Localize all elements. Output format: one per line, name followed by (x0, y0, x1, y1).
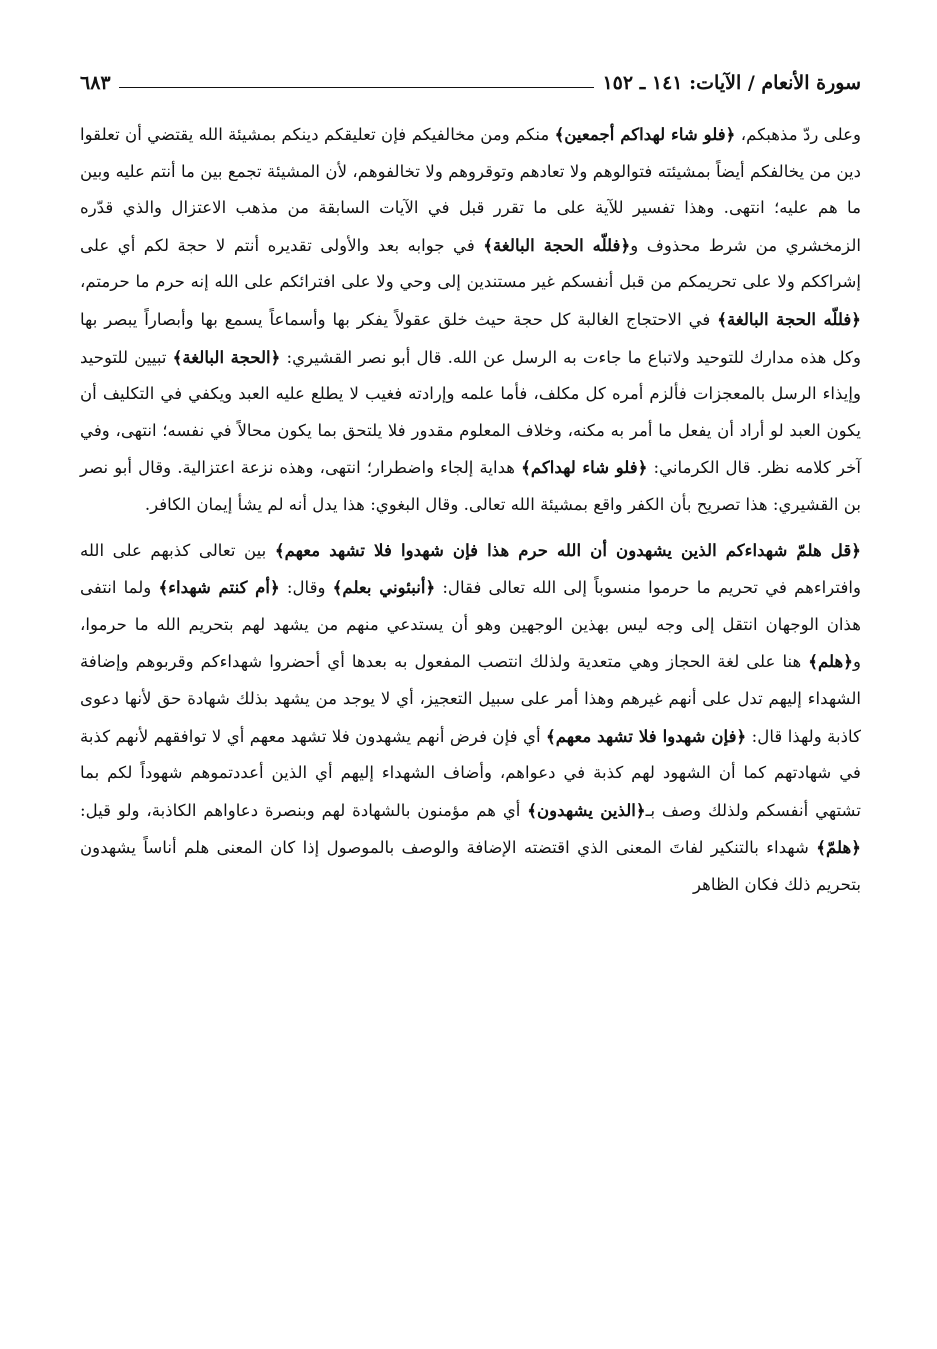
chapter-title: سورة الأنعام / الآيات: ١٤١ ـ ١٥٢ (602, 72, 861, 94)
quranic-quote: ﴿فللّه الحجة البالغة﴾ (717, 308, 861, 329)
text-run: وقال: (279, 578, 333, 598)
text-run: منكم ومن مخالفيكم فإن تعليقكم دينكم بمشيئة الله يقتضي أن تعلقوا دين من يخالفكم أيضاً بمشيئته فتوالوهم ولا تعادهم وتوقروهم ولا تخالفوهم، لأن المشيئة تجمع بين ما أنتم عليه وبين ما هم عليه؛ انتهى. وهذا تفسير للآية على ما تقرر قبل في الآيات السابقة من مذهب الاعتزال والذي قدّره الزمخشري من شرط محذوف و (80, 125, 861, 255)
quranic-quote: ﴿الحجة البالغة﴾ (172, 346, 281, 367)
quranic-quote: ﴿هلمّ﴾ (816, 837, 861, 858)
quranic-quote: ﴿فلو شاء لهداكم أجمعين﴾ (554, 124, 736, 144)
book-page (80, 60, 861, 903)
text-run: ولما انتفى هذان الوجهان انتقل إلى وجه ليس بهذين الوجهين وهو أن يستدعي منهم من يشهد لهم بتحريم الله ما حرموا، و (80, 578, 861, 672)
quranic-quote: ﴿أنبئوني بعلم﴾ (332, 577, 436, 598)
text-run: هنا على لغة الحجاز وهي متعدية ولذلك انتصب المفعول به بعدها أي أحضروا شهداءكم وقربوهم وإضافة الشهداء إليهم تدل على أنهم غيرهم وهذا أمر على سبيل التعجيز، أي لا يوجد من يشهد بذلك شهادة حق لأنها دعوى كاذبة ولهذا قال: (80, 652, 862, 746)
body-text (80, 116, 861, 903)
header-rule (119, 87, 595, 88)
quranic-quote: ﴿فللّه الحجة البالغة﴾ (483, 234, 631, 255)
quranic-quote: ﴿فإن شهدوا فلا تشهد معهم﴾ (545, 725, 747, 746)
text-run: هداية إلجاء واضطرار؛ انتهى، وهذه نزعة اعتزالية. وقال أبو نصر بن القشيري: هذا تصريح بأن الكفر واقع بمشيئة الله تعالى. وقال البغوي: هذا يدل أنه لم يشأ إيمان الكافر. (80, 458, 861, 514)
text-run: أي فإن فرض أنهم يشهدون فلا تشهد معهم أي لا توافقهم لأنهم كذبة في شهادتهم كما أن الشهود لهم كذبة في دعواهم، وأضاف الشهداء إليهم أي الذين أعددتموهم شهوداً لكم بما تشتهي أنفسكم ولذلك وصف بـ (80, 726, 861, 820)
quranic-quote: ﴿هلم﴾ (808, 651, 853, 672)
text-run: بين تعالى كذبهم على الله وافتراءهم في تحريم ما حرموا منسوباً إلى الله تعالى فقال: (80, 540, 861, 598)
quranic-quote: ﴿الذين يشهدون﴾ (527, 799, 646, 820)
page-number: ٦٨٣ (80, 72, 111, 94)
text-run: في جوابه بعد والأولى تقديره أنتم لا حجة لكم أي على إشراككم ولا على تحريمكم من قبل أنفسكم غير مستندين إلى وحي ولا على افترائكم على الله إنه حرم ما حرمتم، (80, 235, 861, 292)
paragraph (80, 532, 861, 904)
text-run: وعلى ردّ مذهبكم، (735, 125, 861, 144)
quranic-quote: ﴿أم كنتم شهداء﴾ (158, 577, 280, 598)
running-header (80, 60, 861, 94)
text-run: شهداء بالتنكير لفاتَ المعنى الذي اقتضته الإضافة والوصف بالموصول إذا كان المعنى هلم أناساً يشهدون بتحريم ذلك فكان الظاهر (80, 838, 861, 894)
text-run: في الاحتجاج الغالبة كل حجة حيث خلق عقولاً يفكر بها وأسماعاً يسمع بها وأبصاراً يبصر بها وكل هذه مدارك للتوحيد ولاتباع ما جاءت به الرسل عن الله. قال أبو نصر القشيري: (80, 309, 861, 367)
verse-heading: ﴿قل هلمّ شهداءكم الذين يشهدون أن الله حرم هذا فإن شهدوا فلا تشهد معهم﴾ (274, 539, 861, 560)
text-run: أي هم مؤمنون بالشهادة لهم وبنصرة دعاواهم الكاذبة، ولو قيل: (80, 800, 528, 820)
text-run: تبيين للتوحيد وإيذاء الرسل بالمعجزات فألزم أمره كل مكلف، فأما علمه وإرادته فغيب لا يطلع عليه العبد ويكفي في التكليف أن يكون العبد لو أراد أن يفعل ما أمر به مكنه، وخلاف المعلوم مقدور فلا يلتحق بما يكون محالاً في نفسه؛ انتهى، وفي آخر كلامه نظر. قال الكرماني: (80, 347, 861, 478)
quranic-quote: ﴿فلو شاء لهداكم﴾ (521, 457, 648, 478)
paragraph (80, 116, 861, 524)
